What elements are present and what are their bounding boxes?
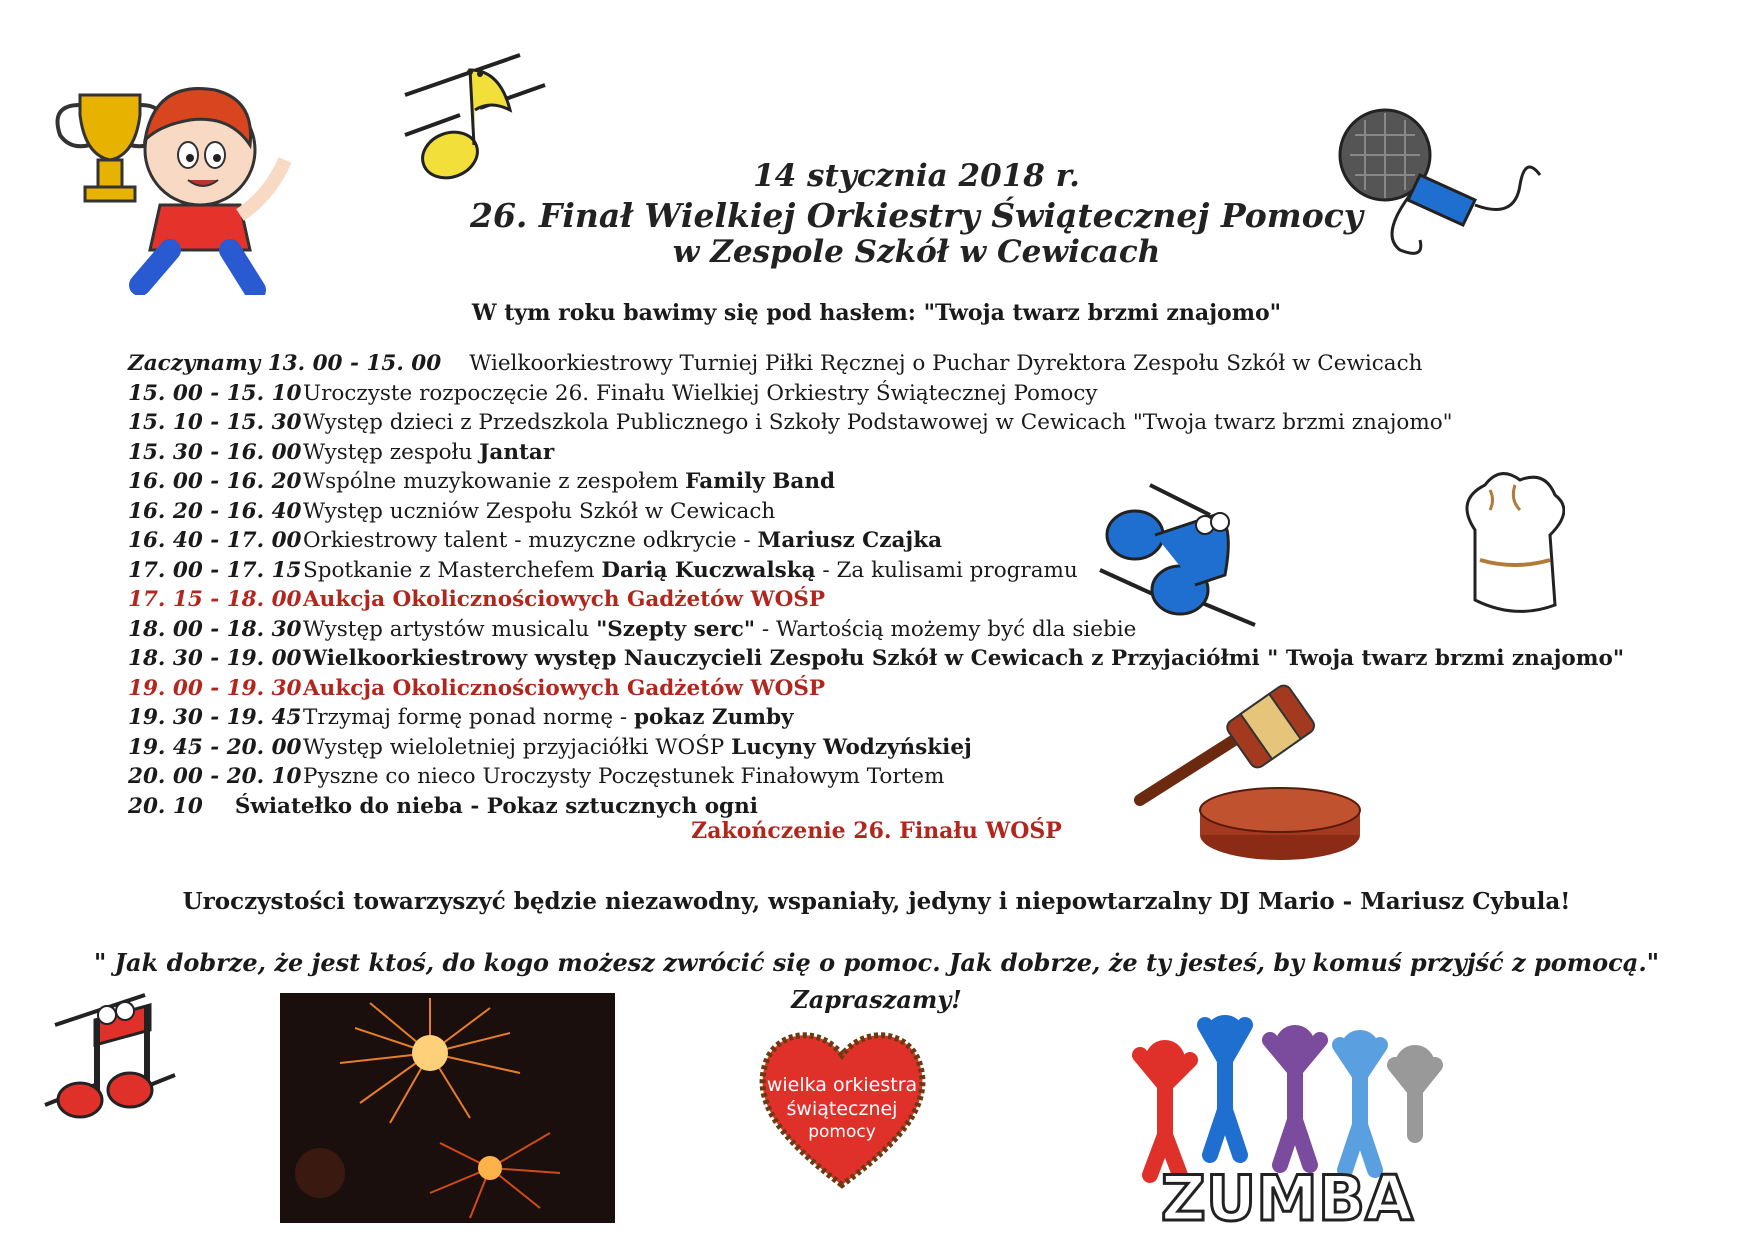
- microphone-icon: [1330, 105, 1550, 265]
- schedule-time: Zaczynamy 13. 00 - 15. 00: [128, 351, 442, 376]
- schedule-time: 18. 30 - 19. 00: [128, 646, 302, 671]
- schedule-highlight: Wielkoorkiestrowy występ Nauczycieli Zespołu Szkół w Cewicach z Przyjaciółmi " Twoja twarz brzmi znajomo": [303, 646, 1625, 671]
- schedule-time: 15. 00 - 15. 10: [128, 380, 302, 406]
- schedule-desc: Występ wieloletniej przyjaciółki WOŚP: [303, 734, 732, 760]
- wosp-logo-line2: świątecznej: [786, 1098, 898, 1120]
- schedule-highlight: Darią Kuczwalską: [601, 557, 816, 583]
- event-date: 14 stycznia 2018 r.: [753, 158, 1080, 194]
- schedule-time: 16. 40 - 17. 00: [128, 528, 302, 553]
- music-note-yellow-icon: [400, 50, 560, 190]
- schedule-time: 17. 15 - 18. 00: [128, 587, 302, 612]
- dj-line: Uroczystości towarzyszyć będzie niezawodny, wspaniały, jedyny i niepowtarzalny DJ Mario - Mariusz Cybula!: [182, 888, 1571, 915]
- schedule-desc: Wspólne muzykowanie z zespołem: [303, 469, 686, 494]
- schedule-time: 19. 30 - 19. 45: [128, 705, 302, 730]
- event-location: w Zespole Szkół w Cewicach: [672, 234, 1161, 270]
- schedule-desc: Wielkoorkiestrowy Turniej Piłki Ręcznej o Puchar Dyrektora Zespołu Szkół w Cewicach: [469, 351, 1423, 376]
- quote: " Jak dobrze, że jest ktoś, do kogo możesz zwrócić się o pomoc. Jak dobrze, że ty jesteś, by komuś przyjść z pomocą.": [93, 948, 1660, 977]
- schedule-desc: Występ zespołu: [303, 439, 480, 465]
- schedule-row: [128, 526, 1528, 556]
- schedule-desc-after: - Wartością możemy być dla siebie: [755, 616, 1137, 642]
- event-title: 26. Finał Wielkiej Orkiestry Świątecznej Pomocy: [470, 196, 1363, 235]
- schedule-time: 20. 10: [128, 793, 203, 819]
- schedule-time: 15. 30 - 16. 00: [128, 439, 302, 465]
- music-notes-red-icon: [25, 985, 185, 1130]
- schedule-row: [128, 497, 1528, 527]
- schedule-highlight: pokaz Zumby: [634, 705, 794, 730]
- wosp-heart-logo: [755, 1025, 930, 1190]
- schedule-highlight: Lucyny Wodzyńskiej: [731, 734, 972, 760]
- schedule-highlight: Family Band: [685, 469, 836, 494]
- schedule-desc: Orkiestrowy talent - muzyczne odkrycie -: [303, 528, 758, 553]
- schedule-time: 19. 00 - 19. 30: [128, 675, 302, 701]
- schedule-desc: Aukcja Okolicznościowych Gadżetów WOŚP: [303, 675, 826, 701]
- schedule-highlight: Jantar: [479, 439, 555, 465]
- fireworks-image: [280, 993, 615, 1223]
- schedule-time: 18. 00 - 18. 30: [128, 616, 302, 642]
- slogan: W tym roku bawimy się pod hasłem: "Twoja twarz brzmi znajomo": [471, 300, 1282, 326]
- schedule-row: [128, 438, 1528, 468]
- schedule-desc: Występ uczniów Zespołu Szkół w Cewicach: [303, 498, 776, 524]
- schedule-row: [128, 556, 1528, 586]
- wosp-logo-line1: wielka orkiestra: [766, 1074, 918, 1096]
- wosp-logo-line3: pomocy: [808, 1122, 876, 1142]
- gavel-icon: [1130, 670, 1365, 870]
- schedule-row: [128, 408, 1528, 438]
- trophy-boy-icon: [40, 55, 300, 295]
- schedule-desc: Występ artystów musicalu: [303, 616, 597, 642]
- schedule-time: 16. 20 - 16. 40: [128, 498, 302, 524]
- schedule-row: [128, 585, 1528, 615]
- schedule-desc-after: - Za kulisami programu: [815, 557, 1078, 583]
- schedule-time: 20. 00 - 20. 10: [128, 764, 302, 789]
- schedule-desc: Pyszne co nieco Uroczysty Poczęstunek Finałowym Tortem: [303, 764, 945, 789]
- schedule-highlight: Mariusz Czajka: [757, 528, 943, 553]
- schedule-row: [128, 379, 1528, 409]
- schedule-time: 17. 00 - 17. 15: [128, 557, 302, 583]
- zumba-logo: [1125, 1005, 1450, 1230]
- schedule-highlight: "Szepty serc": [596, 616, 756, 642]
- schedule-row: [128, 349, 1528, 379]
- schedule-desc: Uroczyste rozpoczęcie 26. Finału Wielkiej Orkiestry Świątecznej Pomocy: [303, 380, 1098, 406]
- schedule-desc: Aukcja Okolicznościowych Gadżetów WOŚP: [303, 587, 826, 612]
- schedule-row: [128, 467, 1528, 497]
- schedule-time: 19. 45 - 20. 00: [128, 734, 302, 760]
- schedule-row: [128, 615, 1528, 645]
- closing-line: Zakończenie 26. Finału WOŚP: [691, 818, 1062, 844]
- schedule-desc: Występ dzieci z Przedszkola Publicznego i Szkoły Podstawowej w Cewicach "Twoja twarz brzmi znajomo": [303, 410, 1453, 435]
- chef-hat-icon: [1455, 470, 1565, 620]
- schedule-highlight: Światełko do nieba - Pokaz sztucznych ogni: [234, 793, 758, 819]
- schedule-time: 16. 00 - 16. 20: [128, 469, 302, 494]
- schedule-time: 15. 10 - 15. 30: [128, 410, 302, 435]
- zumba-logo-text: ZUMBA: [1160, 1162, 1414, 1230]
- invite-line: Zapraszamy!: [791, 985, 962, 1014]
- schedule-desc: Trzymaj formę ponad normę -: [303, 705, 635, 730]
- music-note-blue-icon: [1095, 480, 1275, 630]
- schedule-desc: Spotkanie z Masterchefem: [303, 557, 602, 583]
